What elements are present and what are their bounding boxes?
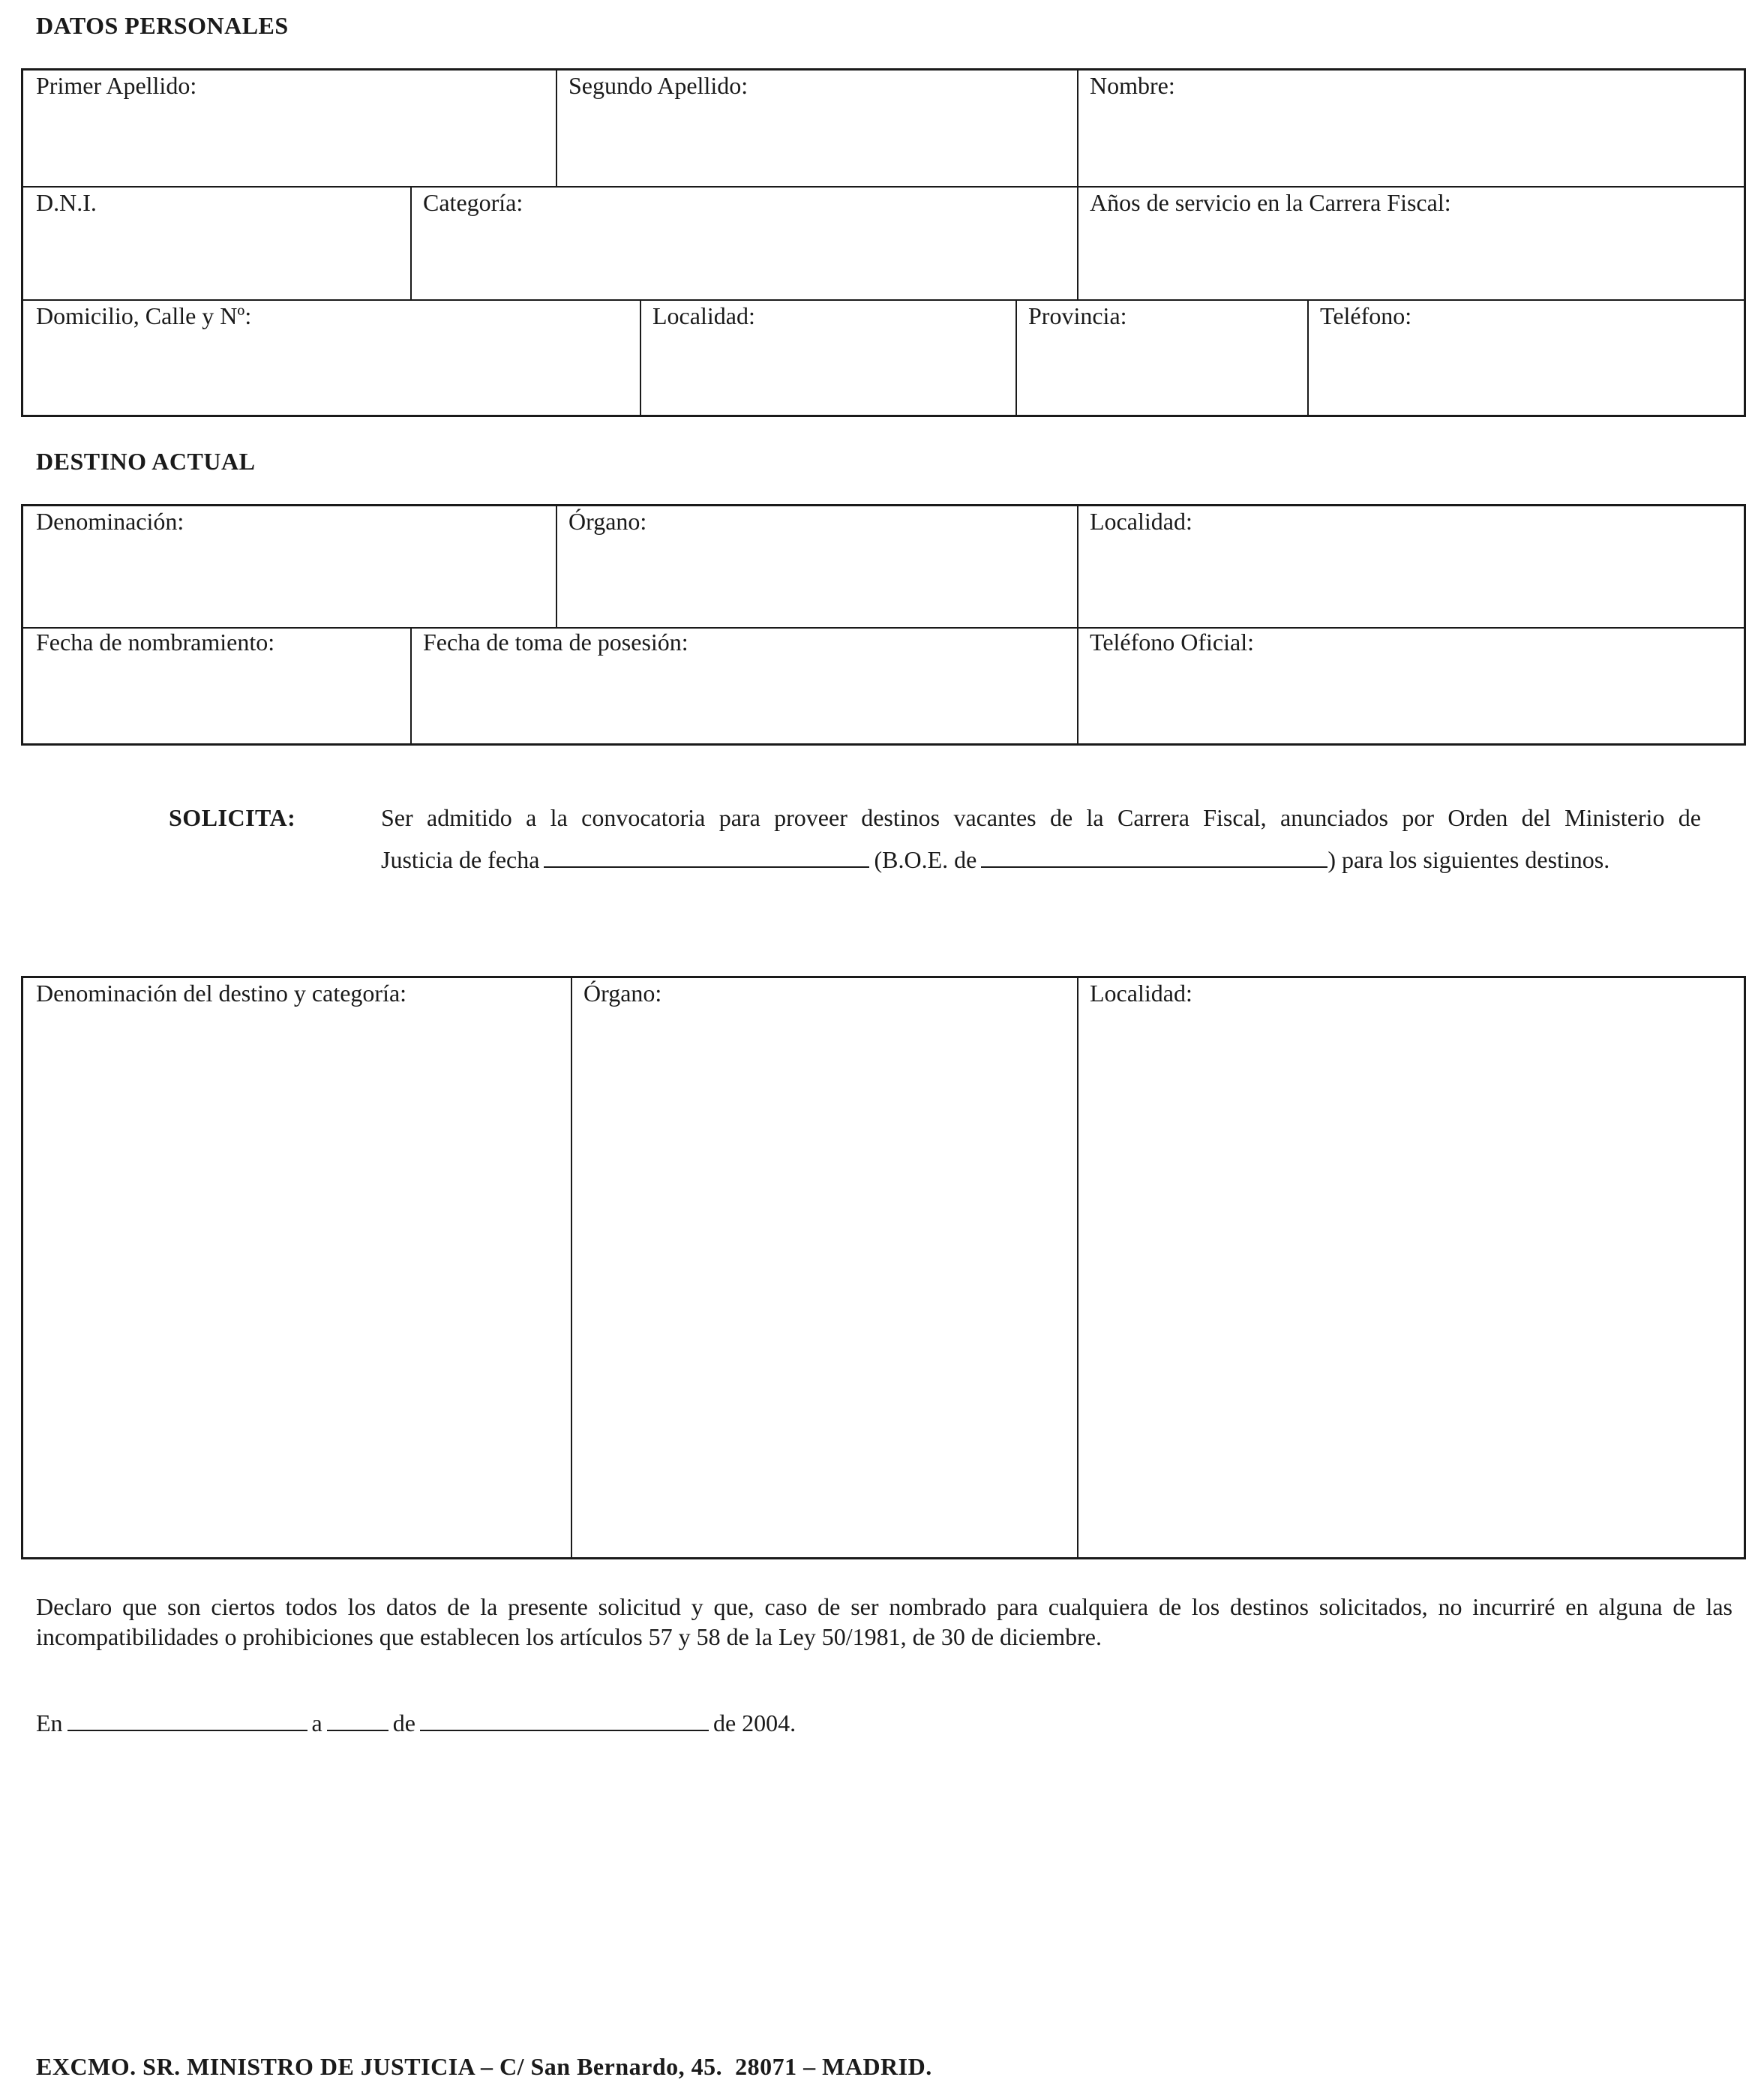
row-divider <box>23 627 1744 629</box>
field-anos-servicio[interactable]: Años de servicio en la Carrera Fiscal: <box>1090 189 1451 216</box>
fecha-a: a <box>311 1709 322 1736</box>
fecha-year: de 2004. <box>712 1709 796 1736</box>
solicita-label: SOLICITA: <box>169 804 296 831</box>
column-divider <box>1016 299 1017 417</box>
column-divider <box>1077 71 1078 299</box>
field-denominacion[interactable]: Denominación: <box>36 508 184 535</box>
fecha-de: de <box>392 1709 416 1736</box>
destino-actual-form <box>21 504 1746 746</box>
solicita-boe-de: (B.O.E. de <box>874 846 977 873</box>
footer-address: EXCMO. SR. MINISTRO DE JUSTICIA – C/ San Bernardo, 45. 28071 – MADRID. <box>36 2053 932 2080</box>
column-divider <box>1077 506 1078 743</box>
blank-fecha-boe[interactable] <box>981 844 1328 868</box>
field-segundo-apellido[interactable]: Segundo Apellido: <box>568 72 748 99</box>
solicita-siguientes-destinos: ) para los siguientes destinos. <box>1328 846 1610 873</box>
field-localidad[interactable]: Localidad: <box>652 302 755 329</box>
column-divider <box>640 299 641 417</box>
declaracion-text: Declaro que son ciertos todos los datos de la presente solicitud y que, caso de ser nombrado para cualquiera de los destinos solicitados, no incurriré en alguna de las incompatibilidades o prohibiciones que establecen los artículos 57 y 58 de la Ley 50/1981, de 30 de diciembre. <box>36 1593 1732 1650</box>
field-domicilio[interactable]: Domicilio, Calle y Nº: <box>36 302 252 329</box>
solicita-paragraph <box>381 797 1701 881</box>
column-divider <box>1307 299 1309 417</box>
blank-fecha-orden[interactable] <box>544 844 869 868</box>
solicita-line-2 <box>381 839 1701 881</box>
field-localidad-actual[interactable]: Localidad: <box>1090 508 1192 535</box>
solicita-justicia-de-fecha: Justicia de fecha <box>381 846 540 873</box>
datos-personales-form <box>21 68 1746 417</box>
field-fecha-toma-posesion[interactable]: Fecha de toma de posesión: <box>423 629 688 656</box>
column-denominacion-destino[interactable]: Denominación del destino y categoría: <box>36 980 407 1007</box>
column-divider <box>556 506 557 627</box>
section-heading-destino-actual: DESTINO ACTUAL <box>36 448 256 475</box>
field-fecha-nombramiento[interactable]: Fecha de nombramiento: <box>36 629 275 656</box>
column-divider <box>556 71 557 186</box>
column-localidad[interactable]: Localidad: <box>1090 980 1192 1007</box>
solicita-line-1: Ser admitido a la convocatoria para proveer destinos vacantes de la Carrera Fiscal, anunciados por Orden del Ministerio de <box>381 804 1701 831</box>
column-organo[interactable]: Órgano: <box>584 980 662 1007</box>
blank-dia[interactable] <box>327 1707 388 1731</box>
column-divider <box>410 186 412 299</box>
section-heading-datos-personales: DATOS PERSONALES <box>36 12 289 39</box>
field-provincia[interactable]: Provincia: <box>1028 302 1127 329</box>
column-divider <box>410 627 412 743</box>
row-divider <box>23 186 1744 188</box>
field-organo[interactable]: Órgano: <box>568 508 647 535</box>
row-divider <box>23 299 1744 301</box>
blank-lugar[interactable] <box>68 1707 308 1731</box>
destinos-solicitados-table <box>21 976 1746 1559</box>
field-primer-apellido[interactable]: Primer Apellido: <box>36 72 197 99</box>
field-telefono-oficial[interactable]: Teléfono Oficial: <box>1090 629 1254 656</box>
field-categoria[interactable]: Categoría: <box>423 189 524 216</box>
blank-mes[interactable] <box>420 1707 709 1731</box>
field-nombre[interactable]: Nombre: <box>1090 72 1175 99</box>
field-telefono[interactable]: Teléfono: <box>1320 302 1412 329</box>
column-divider <box>571 978 572 1557</box>
column-divider <box>1077 978 1078 1557</box>
field-dni[interactable]: D.N.I. <box>36 189 97 216</box>
fecha-firma-line <box>36 1707 796 1737</box>
fecha-en: En <box>36 1709 63 1736</box>
